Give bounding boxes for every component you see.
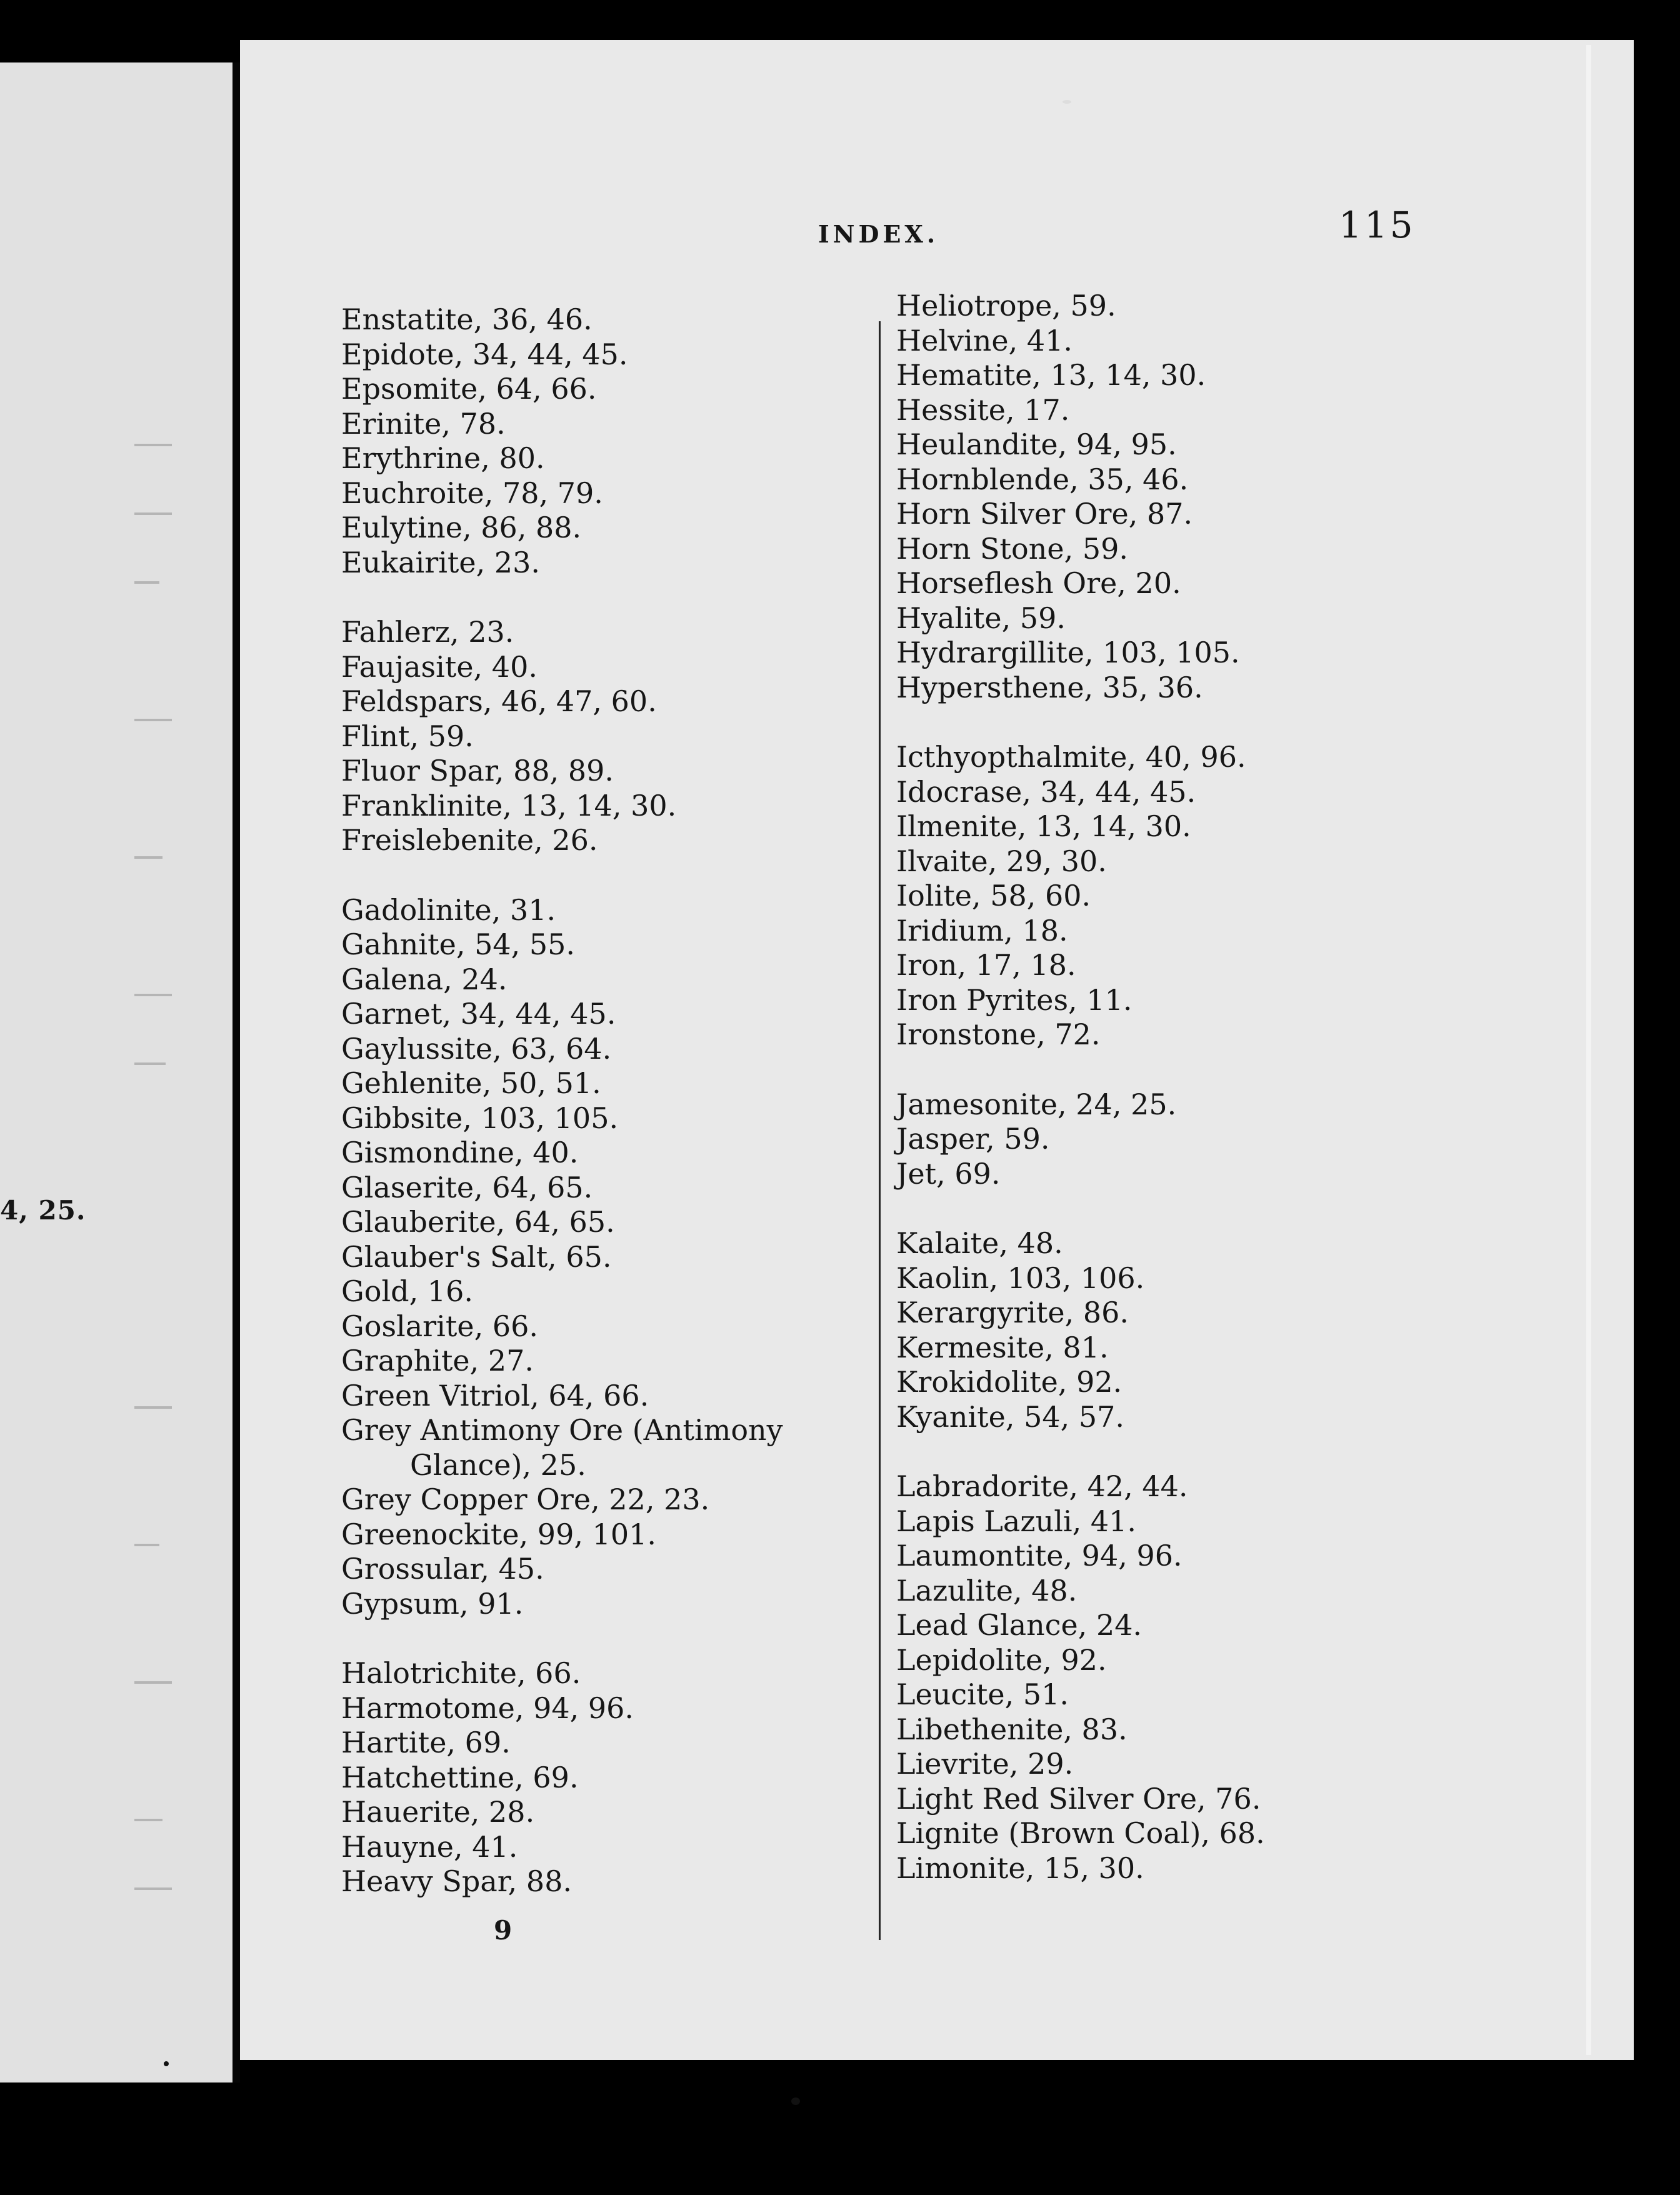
index-entry: Fluor Spar, 88, 89.: [341, 754, 614, 788]
index-entry: Lignite (Brown Coal), 68.: [896, 1816, 1265, 1850]
index-entry: Jasper, 59.: [896, 1122, 1050, 1156]
index-entry: Freislebenite, 26.: [341, 823, 598, 857]
index-entry: Grossular, 45.: [341, 1552, 544, 1586]
index-column-right: [896, 289, 1584, 1921]
speck: [1062, 100, 1071, 104]
index-entry: Iolite, 58, 60.: [896, 879, 1091, 912]
index-entry: Kaolin, 103, 106.: [896, 1261, 1145, 1295]
index-entry: Gahnite, 54, 55.: [341, 928, 576, 961]
index-entry: Lepidolite, 92.: [896, 1642, 1107, 1677]
index-entry: Iron, 17, 18.: [896, 948, 1076, 982]
bleed-through-mark: [134, 856, 162, 859]
index-entry: Kerargyrite, 86.: [896, 1296, 1129, 1329]
index-entry: Lead Glance, 24.: [896, 1608, 1142, 1642]
index-entry: Hessite, 17.: [896, 392, 1070, 427]
page-title: INDEX.: [818, 220, 939, 248]
index-entry: Glauberite, 64, 65.: [341, 1205, 615, 1239]
index-entry: Leucite, 51.: [896, 1678, 1069, 1711]
index-entry: Eukairite, 23.: [341, 545, 541, 579]
bleed-through-mark: [134, 719, 172, 721]
index-entry: Feldspars, 46, 47, 60.: [341, 684, 657, 718]
index-entry: Jet, 69.: [896, 1156, 1001, 1191]
index-group: [896, 1469, 1584, 1886]
index-entry: Horseflesh Ore, 20.: [896, 566, 1181, 600]
index-entry: Gaylussite, 63, 64.: [341, 1031, 612, 1066]
index-group: [896, 740, 1584, 1052]
facing-page-text: 4, 25.: [0, 1195, 86, 1226]
bleed-through-mark: [134, 1406, 172, 1409]
bleed-through-mark: [134, 1888, 172, 1890]
index-entry: Hydrargillite, 103, 105.: [896, 636, 1240, 669]
index-entry: Krokidolite, 92.: [896, 1365, 1122, 1399]
index-entry: Hauerite, 28.: [341, 1795, 535, 1829]
bleed-through-mark: [134, 1819, 162, 1821]
index-entry: Hatchettine, 69.: [341, 1760, 579, 1794]
index-entry: Glance), 25.: [410, 1448, 586, 1482]
column-divider: [879, 321, 881, 1940]
index-entry: Epsomite, 64, 66.: [341, 372, 597, 406]
speck: [164, 2061, 169, 2066]
index-entry: Horn Stone, 59.: [896, 531, 1128, 566]
index-entry: Faujasite, 40.: [341, 649, 538, 684]
index-entry: Gadolinite, 31.: [341, 892, 556, 927]
index-entry: Helvine, 41.: [896, 323, 1072, 358]
bleed-through-mark: [134, 512, 172, 515]
index-entry: Eulytine, 86, 88.: [341, 511, 582, 544]
index-entry: Gibbsite, 103, 105.: [341, 1101, 619, 1135]
index-entry: Grey Copper Ore, 22, 23.: [341, 1482, 710, 1516]
speck: [791, 2098, 800, 2105]
index-entry: Ilmenite, 13, 14, 30.: [896, 809, 1191, 843]
index-entry: Gismondine, 40.: [341, 1136, 579, 1169]
index-entry: Fahlerz, 23.: [341, 615, 514, 649]
index-entry: Libethenite, 83.: [896, 1712, 1128, 1746]
bleed-through-mark: [134, 444, 172, 446]
index-entry: Glaserite, 64, 65.: [341, 1170, 593, 1204]
index-group: [896, 289, 1584, 705]
index-entry: Hauyne, 41.: [341, 1829, 518, 1864]
index-entry: Lapis Lazuli, 41.: [896, 1504, 1137, 1538]
index-entry: Heulandite, 94, 95.: [896, 428, 1177, 461]
index-entry: Euchroite, 78, 79.: [341, 476, 603, 510]
index-entry: Hornblende, 35, 46.: [896, 462, 1189, 496]
index-entry: Ironstone, 72.: [896, 1018, 1101, 1051]
index-entry: Icthyopthalmite, 40, 96.: [896, 740, 1246, 774]
index-entry: Goslarite, 66.: [341, 1309, 538, 1343]
index-entry: Hematite, 13, 14, 30.: [896, 358, 1206, 392]
index-entry: Enstatite, 36, 46.: [341, 302, 592, 336]
index-entry: Idocrase, 34, 44, 45.: [896, 774, 1196, 809]
index-entry: Lievrite, 29.: [896, 1747, 1074, 1781]
index-entry: Garnet, 34, 44, 45.: [341, 997, 616, 1031]
index-entry: Glauber's Salt, 65.: [341, 1239, 612, 1274]
index-entry: Franklinite, 13, 14, 30.: [341, 788, 677, 822]
bleed-through-mark: [134, 994, 172, 996]
index-entry: Erinite, 78.: [341, 406, 506, 441]
page-edge: [1586, 45, 1591, 2055]
index-entry: Ilvaite, 29, 30.: [896, 844, 1107, 878]
index-entry: Gehlenite, 50, 51.: [341, 1066, 601, 1100]
index-group: [896, 1088, 1584, 1192]
index-entry: Gold, 16.: [341, 1274, 473, 1308]
index-entry: Labradorite, 42, 44.: [896, 1469, 1188, 1503]
index-entry: Green Vitriol, 64, 66.: [341, 1378, 649, 1412]
index-entry: Hypersthene, 35, 36.: [896, 670, 1203, 704]
bleed-through-mark: [134, 581, 159, 584]
index-entry: Horn Silver Ore, 87.: [896, 497, 1193, 531]
index-group: [896, 1226, 1584, 1434]
index-entry: Kyanite, 54, 57.: [896, 1399, 1125, 1434]
index-entry: Greenockite, 99, 101.: [341, 1517, 657, 1551]
index-entry: Light Red Silver Ore, 76.: [896, 1781, 1261, 1816]
index-entry: Jamesonite, 24, 25.: [896, 1087, 1177, 1121]
index-entry: Harmotome, 94, 96.: [341, 1691, 634, 1725]
index-entry: Graphite, 27.: [341, 1344, 534, 1378]
book-gutter: [232, 62, 240, 2082]
index-entry: Epidote, 34, 44, 45.: [341, 337, 628, 371]
index-entry: Halotrichite, 66.: [341, 1656, 581, 1690]
index-entry: Flint, 59.: [341, 719, 474, 753]
index-entry: Galena, 24.: [341, 962, 508, 996]
index-entry: Hyalite, 59.: [896, 601, 1066, 635]
page-number: 115: [1339, 204, 1416, 246]
index-entry: Iron Pyrites, 11.: [896, 982, 1132, 1017]
bleed-through-mark: [134, 1544, 159, 1546]
bleed-through-mark: [134, 1062, 166, 1065]
index-entry: Heliotrope, 59.: [896, 289, 1116, 322]
index-entry: Heavy Spar, 88.: [341, 1864, 572, 1898]
index-entry: Kermesite, 81.: [896, 1330, 1109, 1364]
index-entry: Gypsum, 91.: [341, 1586, 524, 1621]
index-entry: Grey Antimony Ore (Antimony: [341, 1413, 783, 1447]
index-page: [240, 40, 1634, 2060]
index-entry: Hartite, 69.: [341, 1726, 511, 1759]
index-entry: Kalaite, 48.: [896, 1226, 1063, 1260]
index-entry: Laumontite, 94, 96.: [896, 1539, 1182, 1572]
index-entry: Limonite, 15, 30.: [896, 1851, 1144, 1885]
index-entry: Iridium, 18.: [896, 913, 1068, 948]
index-entry: Erythrine, 80.: [341, 441, 545, 475]
bleed-through-mark: [134, 1681, 172, 1684]
index-entry: Lazulite, 48.: [896, 1573, 1078, 1608]
facing-page: [0, 62, 232, 2082]
signature-mark: 9: [494, 1915, 512, 1946]
